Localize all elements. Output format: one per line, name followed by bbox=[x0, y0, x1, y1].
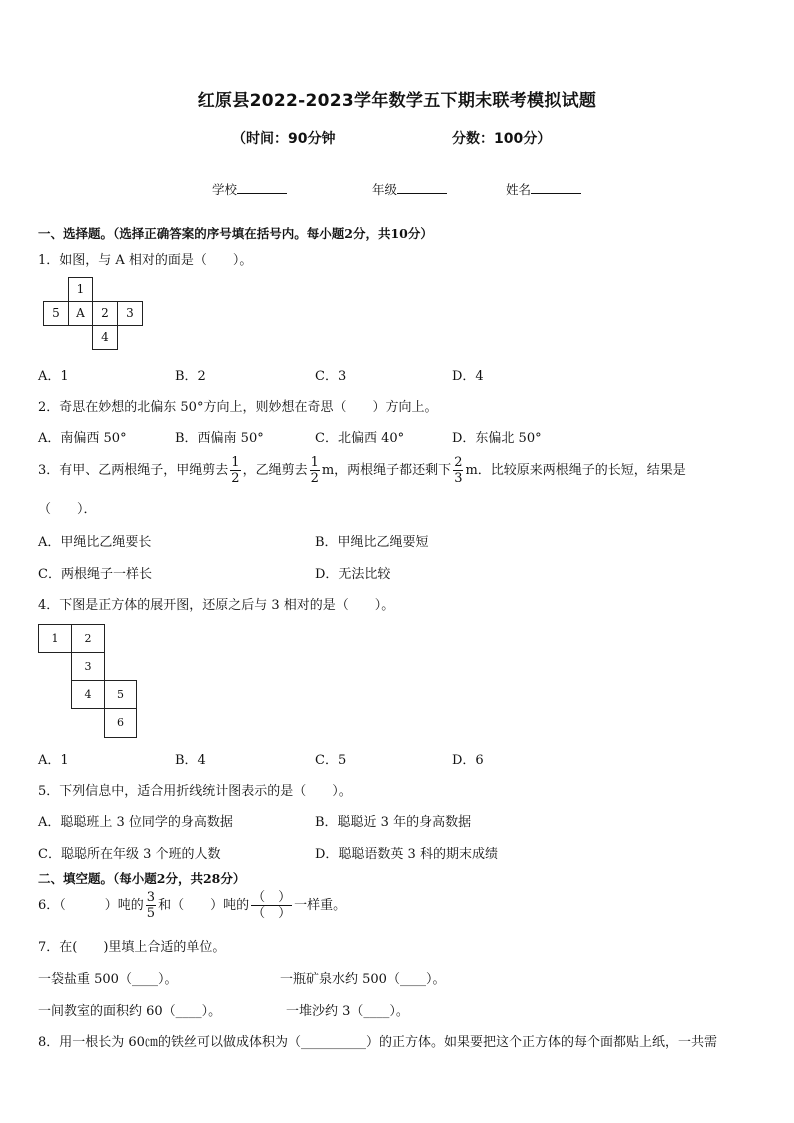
q3-text-1: 3．有甲、乙两根绳子，甲绳剪去 bbox=[38, 463, 229, 478]
net-cell: 4 bbox=[71, 680, 105, 709]
fraction-numerator: 1 bbox=[310, 455, 319, 470]
fraction-numerator: 2 bbox=[454, 455, 463, 470]
fraction-denominator-blank[interactable]: （ ） bbox=[252, 906, 292, 921]
question-5-option-a[interactable]: A．聪聪班上 3 位同学的身高数据 bbox=[38, 815, 233, 830]
question-5-stem: 5．下列信息中，适合用折线统计图表示的是（ ）。 bbox=[38, 784, 352, 799]
question-2-option-b[interactable]: B．西偏南 50° bbox=[175, 431, 264, 446]
net-cell: 5 bbox=[43, 301, 69, 326]
name-label: 姓名 bbox=[506, 182, 532, 197]
question-1-option-d[interactable]: D．4 bbox=[452, 369, 484, 384]
question-7-item[interactable]: 一袋盐重 500（____）。 bbox=[38, 972, 178, 987]
question-5-option-d[interactable]: D．聪聪语数英 3 科的期末成绩 bbox=[315, 847, 498, 862]
question-4-option-b[interactable]: B．4 bbox=[175, 753, 206, 768]
question-7-item[interactable]: 一瓶矿泉水约 500（____）。 bbox=[280, 972, 446, 987]
question-6-stem bbox=[38, 890, 346, 921]
grade-blank[interactable] bbox=[397, 181, 447, 194]
net-cell: 4 bbox=[92, 325, 118, 350]
fraction-denominator: 2 bbox=[310, 471, 319, 486]
name-field[interactable] bbox=[506, 180, 581, 198]
question-7-stem: 7．在( )里填上合适的单位。 bbox=[38, 940, 226, 955]
question-1-stem: 1．如图，与 A 相对的面是（ ）。 bbox=[38, 253, 253, 268]
question-5-option-c[interactable]: C．聪聪所在年级 3 个班的人数 bbox=[38, 847, 221, 862]
name-blank[interactable] bbox=[531, 181, 581, 194]
q6-text-3: 一样重。 bbox=[294, 898, 347, 913]
fraction-one-half bbox=[230, 455, 240, 486]
net-cell: 3 bbox=[117, 301, 143, 326]
question-7-item[interactable]: 一堆沙约 3（____）。 bbox=[286, 1004, 409, 1019]
question-3-stem bbox=[38, 455, 686, 486]
question-4-option-d[interactable]: D．6 bbox=[452, 753, 484, 768]
q3-text-2: ，乙绳剪去 bbox=[242, 463, 308, 478]
question-8-stem: 8．用一根长为 60㎝的铁丝可以做成体积为（__________）的正方体。如果要把这个正方体的每个面都贴上纸，一共需 bbox=[38, 1035, 717, 1050]
grade-field[interactable] bbox=[372, 180, 447, 198]
q6-text-2: 和（ ）吨的 bbox=[158, 898, 250, 913]
question-1-option-b[interactable]: B．2 bbox=[175, 369, 206, 384]
net-cell: 1 bbox=[38, 624, 72, 653]
net-cell: 6 bbox=[104, 708, 137, 738]
fraction-numerator: 3 bbox=[146, 890, 156, 905]
exam-time: （时间：90分钟 bbox=[232, 131, 336, 147]
question-4-option-a[interactable]: A．1 bbox=[38, 753, 69, 768]
fraction-denominator: 2 bbox=[231, 471, 240, 486]
net-cell: A bbox=[68, 301, 93, 326]
question-3-answer-blank[interactable]: （ ）． bbox=[38, 502, 97, 517]
grade-label: 年级 bbox=[372, 182, 398, 197]
net-cell: 5 bbox=[104, 680, 137, 709]
question-3-option-a[interactable]: A．甲绳比乙绳要长 bbox=[38, 535, 152, 550]
question-7-item[interactable]: 一间教室的面积约 60（____）。 bbox=[38, 1004, 222, 1019]
fraction-three-fifths bbox=[146, 890, 156, 921]
school-field[interactable] bbox=[212, 180, 287, 198]
net-cell: 3 bbox=[71, 652, 105, 681]
school-label: 学校 bbox=[212, 182, 238, 197]
question-3-option-d[interactable]: D．无法比较 bbox=[315, 567, 391, 582]
question-5-option-b[interactable]: B．聪聪近 3 年的身高数据 bbox=[315, 815, 472, 830]
exam-score: 分数：100分） bbox=[452, 131, 552, 147]
question-2-option-c[interactable]: C．北偏西 40° bbox=[315, 431, 405, 446]
question-2-option-d[interactable]: D．东偏北 50° bbox=[452, 431, 542, 446]
question-1-option-c[interactable]: C．3 bbox=[315, 369, 347, 384]
question-4-stem: 4．下图是正方体的展开图，还原之后与 3 相对的是（ ）。 bbox=[38, 598, 395, 613]
section-2-heading: 二、填空题。（每小题2分，共28分） bbox=[38, 871, 246, 886]
question-3-option-b[interactable]: B．甲绳比乙绳要短 bbox=[315, 535, 429, 550]
school-blank[interactable] bbox=[237, 181, 287, 194]
q3-text-4: m．比较原来两根绳子的长短，结果是 bbox=[465, 463, 686, 478]
net-cell: 2 bbox=[71, 624, 105, 653]
question-3-option-c[interactable]: C．两根绳子一样长 bbox=[38, 567, 152, 582]
fraction-numerator-blank[interactable]: （ ） bbox=[252, 890, 292, 905]
fraction-blank[interactable] bbox=[251, 890, 292, 921]
question-2-option-a[interactable]: A．南偏西 50° bbox=[38, 431, 127, 446]
question-2-stem: 2．奇思在妙想的北偏东 50°方向上，则妙想在奇思（ ）方向上。 bbox=[38, 400, 438, 415]
question-4-option-c[interactable]: C．5 bbox=[315, 753, 347, 768]
net-cell: 1 bbox=[68, 277, 93, 302]
fraction-denominator: 5 bbox=[146, 906, 156, 921]
fraction-two-thirds bbox=[453, 455, 463, 486]
question-1-option-a[interactable]: A．1 bbox=[38, 369, 69, 384]
section-1-heading: 一、选择题。（选择正确答案的序号填在括号内。每小题2分，共10分） bbox=[38, 226, 433, 241]
fraction-denominator: 3 bbox=[454, 471, 463, 486]
net-cell: 2 bbox=[92, 301, 118, 326]
q6-text-1: 6．（ ）吨的 bbox=[38, 898, 144, 913]
q3-text-3: m，两根绳子都还剩下 bbox=[321, 463, 452, 478]
fraction-one-half bbox=[310, 455, 320, 486]
page-title: 红原县2022-2023学年数学五下期末联考模拟试题 bbox=[197, 91, 597, 111]
fraction-numerator: 1 bbox=[231, 455, 240, 470]
